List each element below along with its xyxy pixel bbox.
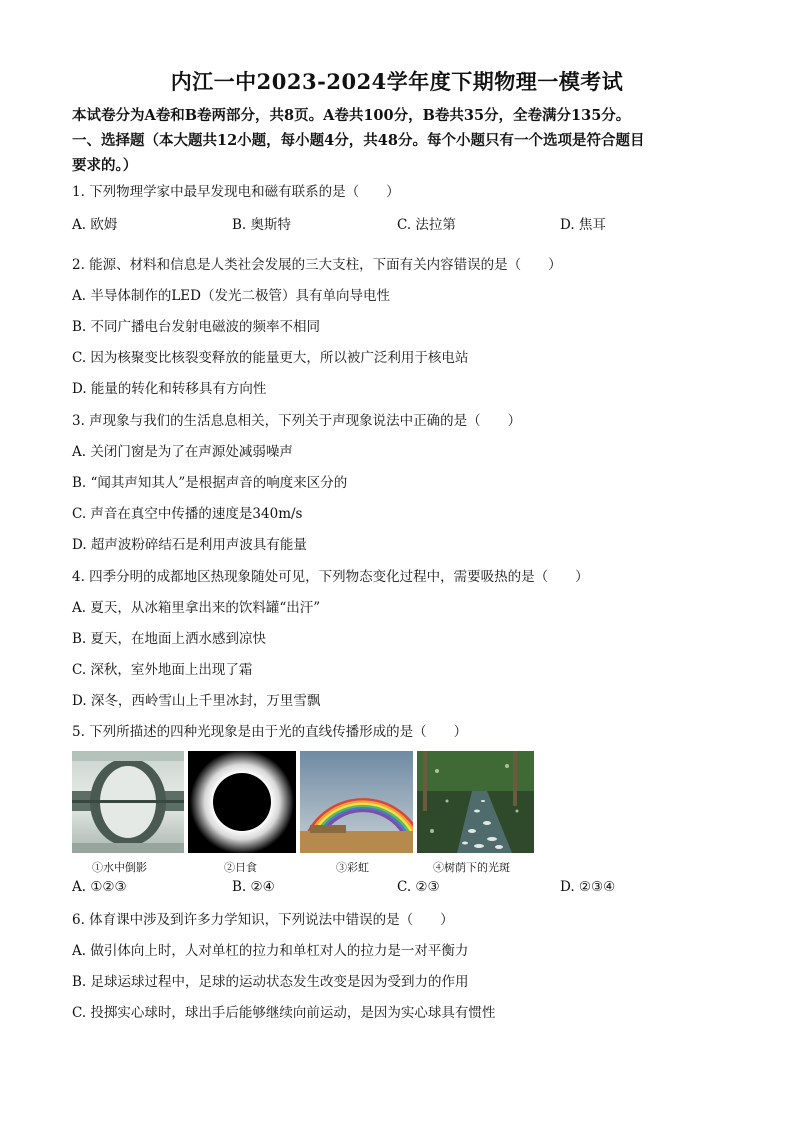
question-5-stem: 5. 下列所描述的四种光现象是由于光的直线传播形成的是（ ）: [72, 724, 468, 740]
question-2-option-a: A. 半导体制作的LED（发光二极管）具有单向导电性: [72, 288, 390, 304]
caption-4: ④树荫下的光斑: [433, 861, 510, 874]
option-c: C. ②③: [397, 879, 440, 895]
tree-light-spots-image: [417, 751, 534, 853]
question-4-option-b: B. 夏天，在地面上洒水感到凉快: [72, 631, 267, 647]
option-a: A. ①②③: [72, 879, 127, 895]
section-heading: 一、选择题（本大题共12小题，每小题4分，共48分。每个小题只有一个选项是符合题目: [72, 132, 645, 149]
question-6-option-a: A. 做引体向上时，人对单杠的拉力和单杠对人的拉力是一对平衡力: [72, 943, 469, 959]
bridge-reflection-image: [72, 751, 184, 853]
question-3-option-b: B. “闻其声知其人”是根据声音的响度来区分的: [72, 475, 348, 491]
question-5-images: [72, 751, 542, 853]
solar-eclipse-image: [188, 751, 296, 853]
rainbow-image: [300, 751, 413, 853]
option-d: D. 焦耳: [560, 217, 606, 233]
question-6-stem: 6. 体育课中涉及到许多力学知识，下列说法中错误的是（ ）: [72, 912, 454, 928]
question-3-option-a: A. 关闭门窗是为了在声源处减弱噪声: [72, 444, 293, 460]
question-1-stem: 1. 下列物理学家中最早发现电和磁有联系的是（ ）: [72, 184, 400, 200]
question-2-option-b: B. 不同广播电台发射电磁波的频率不相同: [72, 319, 321, 335]
question-2-option-c: C. 因为核聚变比核裂变释放的能量更大，所以被广泛利用于核电站: [72, 350, 469, 366]
question-3-option-d: D. 超声波粉碎结石是利用声波具有能量: [72, 537, 307, 553]
exam-intro: 本试卷分为A卷和B卷两部分，共8页。A卷共100分，B卷共35分，全卷满分135分。: [72, 107, 631, 124]
question-3-stem: 3. 声现象与我们的生活息息相关，下列关于声现象说法中正确的是（ ）: [72, 413, 522, 429]
caption-3: ③彩虹: [336, 861, 369, 874]
question-4-stem: 4. 四季分明的成都地区热现象随处可见，下列物态变化过程中，需要吸热的是（ ）: [72, 569, 589, 585]
question-6-option-c: C. 投掷实心球时，球出手后能够继续向前运动，是因为实心球具有惯性: [72, 1005, 496, 1021]
question-2-option-d: D. 能量的转化和转移具有方向性: [72, 381, 267, 397]
caption-2: ②日食: [224, 861, 257, 874]
question-1-options: [72, 213, 672, 233]
question-4-option-a: A. 夏天，从冰箱里拿出来的饮料罐“出汗”: [72, 600, 321, 616]
option-c: C. 法拉第: [397, 217, 456, 233]
question-3-option-c: C. 声音在真空中传播的速度是340m/s: [72, 506, 303, 522]
section-heading-cont: 要求的。）: [72, 157, 138, 174]
option-a: A. 欧姆: [72, 217, 118, 233]
question-2-stem: 2. 能源、材料和信息是人类社会发展的三大支柱，下面有关内容错误的是（ ）: [72, 257, 562, 273]
question-6-option-b: B. 足球运球过程中，足球的运动状态发生改变是因为受到力的作用: [72, 974, 469, 990]
exam-title: 内江一中2023-2024学年度下期物理一模考试: [170, 69, 624, 94]
option-d: D. ②③④: [560, 879, 616, 895]
question-5-options: [72, 879, 672, 899]
question-4-option-c: C. 深秋，室外地面上出现了霜: [72, 662, 253, 678]
option-b: B. ②④: [232, 879, 275, 895]
question-4-option-d: D. 深冬，西岭雪山上千里冰封，万里雪飘: [72, 693, 321, 709]
option-b: B. 奥斯特: [232, 217, 292, 233]
caption-1: ①水中倒影: [92, 861, 147, 874]
